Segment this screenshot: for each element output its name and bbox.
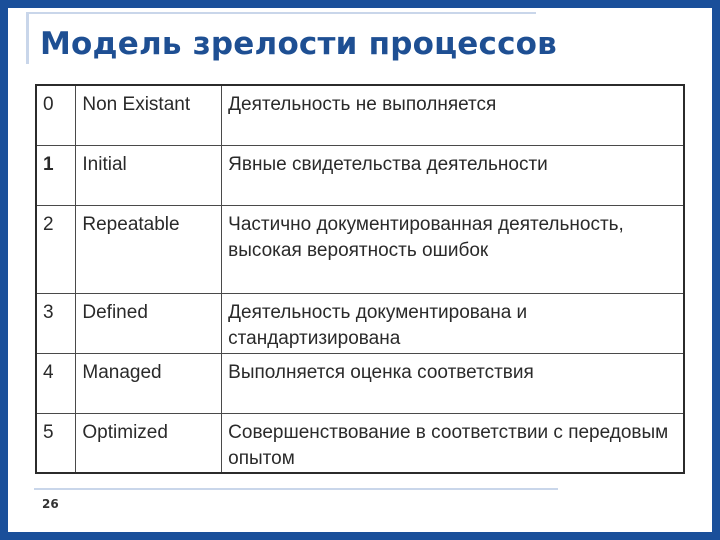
level-name-cell: Non Existant (76, 85, 222, 145)
level-description-cell: Явные свидетельства деятельности (222, 145, 684, 205)
level-cell: 0 (36, 85, 76, 145)
table-row-level-5 (36, 413, 684, 473)
level-cell: 5 (36, 413, 76, 473)
level-name-cell: Repeatable (76, 205, 222, 293)
table-row-level-1 (36, 145, 684, 205)
level-description-cell: Выполняется оценка соответствия (222, 353, 684, 413)
table-row-level-2 (36, 205, 684, 293)
level-cell: 3 (36, 293, 76, 353)
maturity-model-table (35, 84, 685, 474)
level-name-cell: Defined (76, 293, 222, 353)
level-description-cell: Деятельность не выполняется (222, 85, 684, 145)
slide-title: Модель зрелости процессов (40, 26, 557, 62)
level-description-cell: Деятельность документирована и стандартизирована (222, 293, 684, 353)
page-number: 26 (42, 497, 59, 511)
level-cell: 2 (36, 205, 76, 293)
level-name-cell: Initial (76, 145, 222, 205)
level-name-cell: Optimized (76, 413, 222, 473)
title-decor-accent (26, 14, 29, 64)
title-decor-line (26, 12, 536, 14)
level-description-cell: Частично документированная деятельность, высокая вероятность ошибок (222, 205, 684, 293)
level-cell: 4 (36, 353, 76, 413)
table-row-level-3 (36, 293, 684, 353)
footer-decor-line (34, 488, 558, 490)
level-name-cell: Managed (76, 353, 222, 413)
level-cell: 1 (36, 145, 76, 205)
table-row-level-4 (36, 353, 684, 413)
level-description-cell: Совершенствование в соответствии с передовым опытом (222, 413, 684, 473)
table-row-level-0 (36, 85, 684, 145)
